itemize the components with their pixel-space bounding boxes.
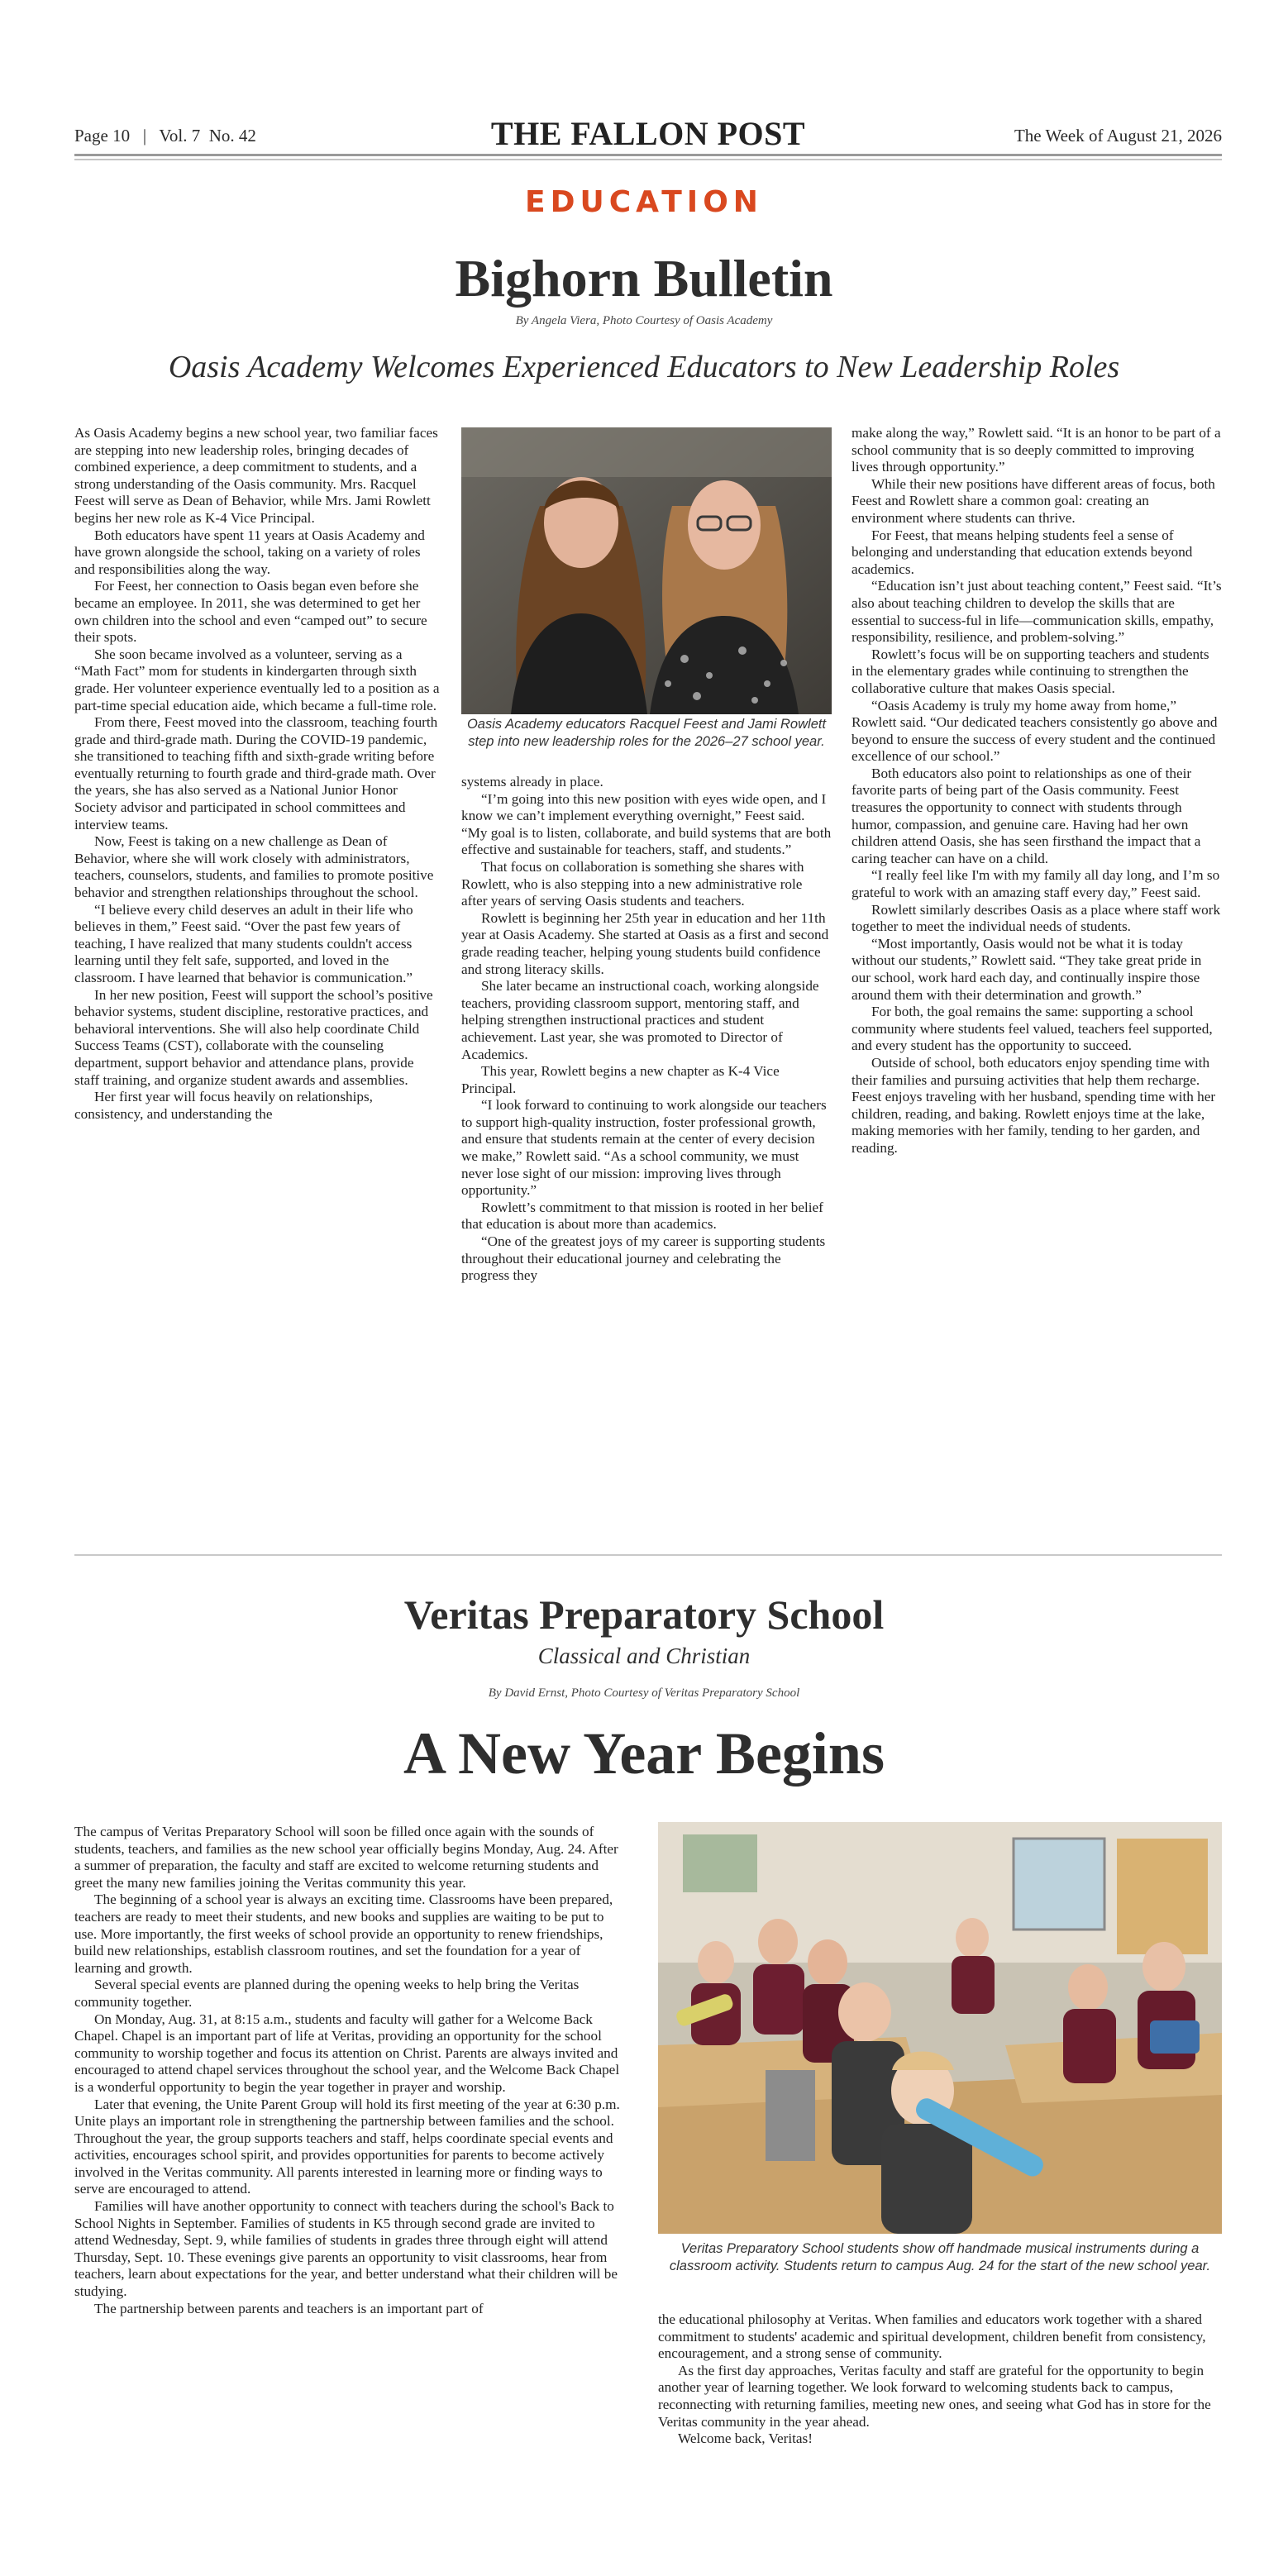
article-paragraph: Later that evening, the Unite Parent Group will hold its first meeting of the year at 6:30 p.m. Unite plays an important role in strengthening the partnership between families and the school. Throughout the year, the group supports teachers and staff, helps coordinate special events and activities, encourages school spirit, and provides opportunities for parents to become actively involved in the Veritas community. All parents interested in learning more or finding ways to serve are encouraged to attend. [74, 2096, 620, 2197]
article-paragraph: For Feest, her connection to Oasis began even before she became an employee. In 2011, she was determined to get her own children into the school and even “camped out” to secure their spots. [74, 578, 427, 646]
article-paragraph: Her first year will focus heavily on relationships, consistency, and understanding the [74, 1089, 373, 1122]
article-paragraph: Rowlett similarly describes Oasis as a place where staff work together to meet the individual needs of students. [852, 901, 1221, 935]
article-paragraph: That focus on collaboration is something she shares with Rowlett, who is also stepping into a new administrative role after years of serving Oasis students and teachers. [461, 858, 804, 909]
article-paragraph: In her new position, Feest will support the school’s positive behavior systems, student discipline, restorative practices, and behavioral interventions. She will also help coordinate Child Success Teams (CST), collaborate with the counseling department, support behavior and attendance plans, provide staff training, and organize student awards and assemblies. [74, 986, 433, 1088]
article-paragraph: “I look forward to continuing to work alongside our teachers to support high-quality instruction, foster professional growth, and ensure that students remain at the center of every decision we make,” Rowlett said. “As a school community, we must never lose sight of our mission: improving lives through opportunity.” [461, 1097, 827, 1199]
article-paragraph: “Education isn’t just about teaching content,” Feest said. “It’s also about teaching children to develop the skills that are essential to success-ful in life—communication skills, empathy, responsibility, resilience, and problem-solving.” [852, 578, 1222, 646]
article-paragraph: The beginning of a school year is always an exciting time. Classrooms have been prepared, teachers are ready to meet their students, and new books and supplies are waiting to be put to use. More importantly, the first weeks of school provide an opportunity to renew friendships, build new relationships, establish classroom routines, and set the foundation for a year of learning and growth. [74, 1891, 613, 1976]
article-paragraph: She soon became involved as a volunteer, serving as a “Math Fact” mom for students in kindergarten through sixth grade. Her volunteer experience eventually led to a position as a part-time special education aide, which became a full-time role. [74, 646, 440, 713]
article-paragraph: This year, Rowlett begins a new chapter as K-4 Vice Principal. [461, 1063, 780, 1096]
article-paragraph: “Most importantly, Oasis would not be what it is today without our students,” Rowlett said. “They take great pride in our school, work hard each day, and continually inspire those around them with their determination and growth.” [852, 935, 1202, 1003]
article-paragraph: From there, Feest moved into the classroom, teaching fourth grade and third-grade math. During the COVID-19 pandemic, she transitioned to teaching fifth and sixth-grade writing before eventually returning to fourth grade and third-grade math. Over the years, she has also served as a National Junior Honor Society advisor and participated in school committees and interview teams. [74, 714, 438, 832]
veritas-photo [658, 1822, 1222, 2234]
issue-date: The Week of August 21, 2026 [1014, 126, 1222, 145]
article-paragraph: For both, the goal remains the same: supporting a school community where students feel valued, teachers feel supported, and every student has the opportunity to succeed. [852, 1004, 1213, 1054]
article-paragraph: “Oasis Academy is truly my home away from home,” Rowlett said. “Our dedicated teachers consistently go above and beyond to ensure the success of every student and the continued excellence of our school.” [852, 697, 1218, 765]
bulletin-column-3 [852, 425, 1222, 1157]
educators-photo-illustration [461, 427, 832, 714]
article-paragraph: “I really feel like I'm with my family all day long, and I’m so grateful to work with an amazing staff every day,” Feest said. [852, 867, 1220, 901]
bulletin-title: Bighorn Bulletin [455, 249, 833, 308]
article-paragraph: As Oasis Academy begins a new school year, two familiar faces are stepping into new leadership roles, bringing decades of combined experience, a deep commitment to students, and a strong understanding of the Oasis community. Mrs. Racquel Feest will serve as Dean of Behavior, while Mrs. Jami Rowlett begins her new role as K-4 Vice Principal. [74, 425, 438, 526]
classroom-photo-illustration [658, 1822, 1222, 2234]
article-paragraph: As the first day approaches, Veritas faculty and staff are grateful for the opportunity to begin another year of learning together. We look forward to welcoming students back to campus, reconnecting with returning families, meeting new ones, and seeing what God has in store for the Veritas community in the year ahead. [658, 2362, 1211, 2430]
article-paragraph: make along the way,” Rowlett said. “It is an honor to be part of a school community that is so deeply committed to improving lives through opportunity.” [852, 425, 1221, 475]
article-paragraph: For Feest, that means helping students feel a sense of belonging and understanding that education extends beyond academics. [852, 527, 1193, 577]
article-paragraph: “I believe every child deserves an adult in their life who believes in them,” Feest said. “Over the past few years of teaching, I have realized that many students couldn't access learning until they felt safe, supported, and loved in the classroom. I have learned that behavior is communication.” [74, 901, 413, 985]
veritas-column-2 [658, 2311, 1222, 2448]
bulletin-column-1 [74, 425, 440, 1123]
article-paragraph: Rowlett’s focus will be on supporting teachers and students in the elementary grades while continuing to strengthen the collaborative culture that makes Oasis special. [852, 646, 1209, 696]
bulletin-column-2 [461, 774, 832, 1285]
veritas-column-1 [74, 1824, 627, 2317]
article-paragraph: Rowlett’s commitment to that mission is rooted in her belief that education is about more than academics. [461, 1199, 823, 1233]
article-paragraph: Both educators have spent 11 years at Oasis Academy and have grown alongside the school, taking on a variety of roles and responsibilities along the way. [74, 527, 425, 577]
article-paragraph: Several special events are planned during the opening weeks to help bring the Veritas community together. [74, 1977, 580, 2010]
masthead [74, 114, 1222, 155]
masthead-rule-top [74, 154, 1222, 156]
article-paragraph: Now, Feest is taking on a new challenge as Dean of Behavior, where she will work closely with administrators, teachers, counselors, students, and families to promote positive behavior and strengthen relationships throughout the school. [74, 833, 434, 901]
article-paragraph: “One of the greatest joys of my career is supporting students throughout their educational journey and celebrating the progress they [461, 1233, 826, 1284]
section-label: EDUCATION [525, 185, 763, 219]
article-paragraph: Outside of school, both educators enjoy spending time with their families and pursuing activities that help them recharge. Feest enjoys traveling with her husband, spending time with her children, reading, and baking. Rowlett enjoys time at the lake, making memories with her family, tending to her garden, and reading. [852, 1054, 1216, 1156]
veritas-headline: A New Year Begins [403, 1720, 885, 1787]
article-paragraph: Both educators also point to relationships as one of their favorite parts of being part of the Oasis community. Feest treasures the opportunity to connect with students through humor, compassion, and genuine care. Having had her own children attend Oasis, she has seen firsthand the impact that a caring teacher can have on a child. [852, 765, 1201, 866]
paper-title: THE FALLON POST [490, 115, 806, 152]
article-paragraph: The partnership between parents and teachers is an important part of [94, 2300, 484, 2316]
veritas-title: Veritas Preparatory School [403, 1591, 885, 1638]
veritas-photo-caption: Veritas Preparatory School students show off handmade musical instruments during a classroom activity. Students return to campus Aug. 24 for the start of the new school year. [669, 2241, 1211, 2273]
page-info: Page 10 | Vol. 7 No. 42 [74, 126, 256, 145]
article-paragraph: The campus of Veritas Preparatory School will soon be filled once again with the sounds of students, teachers, and families as the new school year officially begins Monday, Aug. 24. After a summer of preparation, the faculty and staff are excited to welcome returning students and greet the many new families joining the Veritas community this year. [74, 1824, 618, 1891]
article-paragraph: systems already in place. [461, 774, 603, 789]
bulletin-byline: By Angela Viera, Photo Courtesy of Oasis Academy [515, 314, 773, 327]
bulletin-photo [461, 427, 832, 714]
article-paragraph: Rowlett is beginning her 25th year in education and her 11th year at Oasis Academy. She started at Oasis as a first and second grade reading teacher, helping young students build confidence and strong literacy skills. [461, 909, 829, 977]
article-paragraph: Families will have another opportunity to connect with teachers during the school's Back to School Nights in September. Families of students in K5 through second grade are invited to attend Wednesday, Sept. 9, while families of students in grades three through eight will attend Thursday, Sept. 10. These evenings give parents an opportunity to visit classrooms, hear from teachers, learn about expectations for the year, and better understand what their children will be studying. [74, 2198, 618, 2300]
article-paragraph: While their new positions have different areas of focus, both Feest and Rowlett share a common goal: creating an environment where students can thrive. [852, 475, 1215, 526]
article-paragraph: the educational philosophy at Veritas. When families and educators work together with a shared commitment to students' academic and spiritual development, children benefit from consistency, encouragement, and a strong sense of community. [658, 2311, 1206, 2362]
veritas-subtitle: Classical and Christian [537, 1643, 751, 1668]
article-paragraph: She later became an instructional coach, working alongside teachers, providing classroom support, mentoring staff, and helping strengthen instructional practices and student achievement. Last year, she was promoted to Director of Academics. [461, 978, 819, 1062]
bulletin-headline: Oasis Academy Welcomes Experienced Educators to New Leadership Roles [168, 350, 1120, 384]
veritas-byline: By David Ernst, Photo Courtesy of Veritas Preparatory School [488, 1686, 800, 1700]
article-paragraph: Welcome back, Veritas! [678, 2431, 813, 2447]
article-paragraph: “I’m going into this new position with eyes wide open, and I know we can’t implement everything overnight,” Feest said. “My goal is to listen, collaborate, and build systems that are both effective and sustainable for teachers, staff, and students.” [461, 790, 832, 858]
bulletin-photo-caption: Oasis Academy educators Racquel Feest and Jami Rowlett step into new leadership roles for the 2026–27 school year. [466, 717, 827, 749]
article-paragraph: On Monday, Aug. 31, at 8:15 a.m., students and faculty will gather for a Welcome Back Chapel. Chapel is an important part of life at Veritas, providing an opportunity for the school community to worship together and focus its attention on Christ. Parents are always invited and encouraged to attend chapel services throughout the school year, and the Welcome Back Chapel is a wonderful opportunity to begin the year together in prayer and worship. [74, 2011, 620, 2095]
section-divider [74, 1554, 1222, 1556]
masthead-rule-bottom [74, 159, 1222, 160]
